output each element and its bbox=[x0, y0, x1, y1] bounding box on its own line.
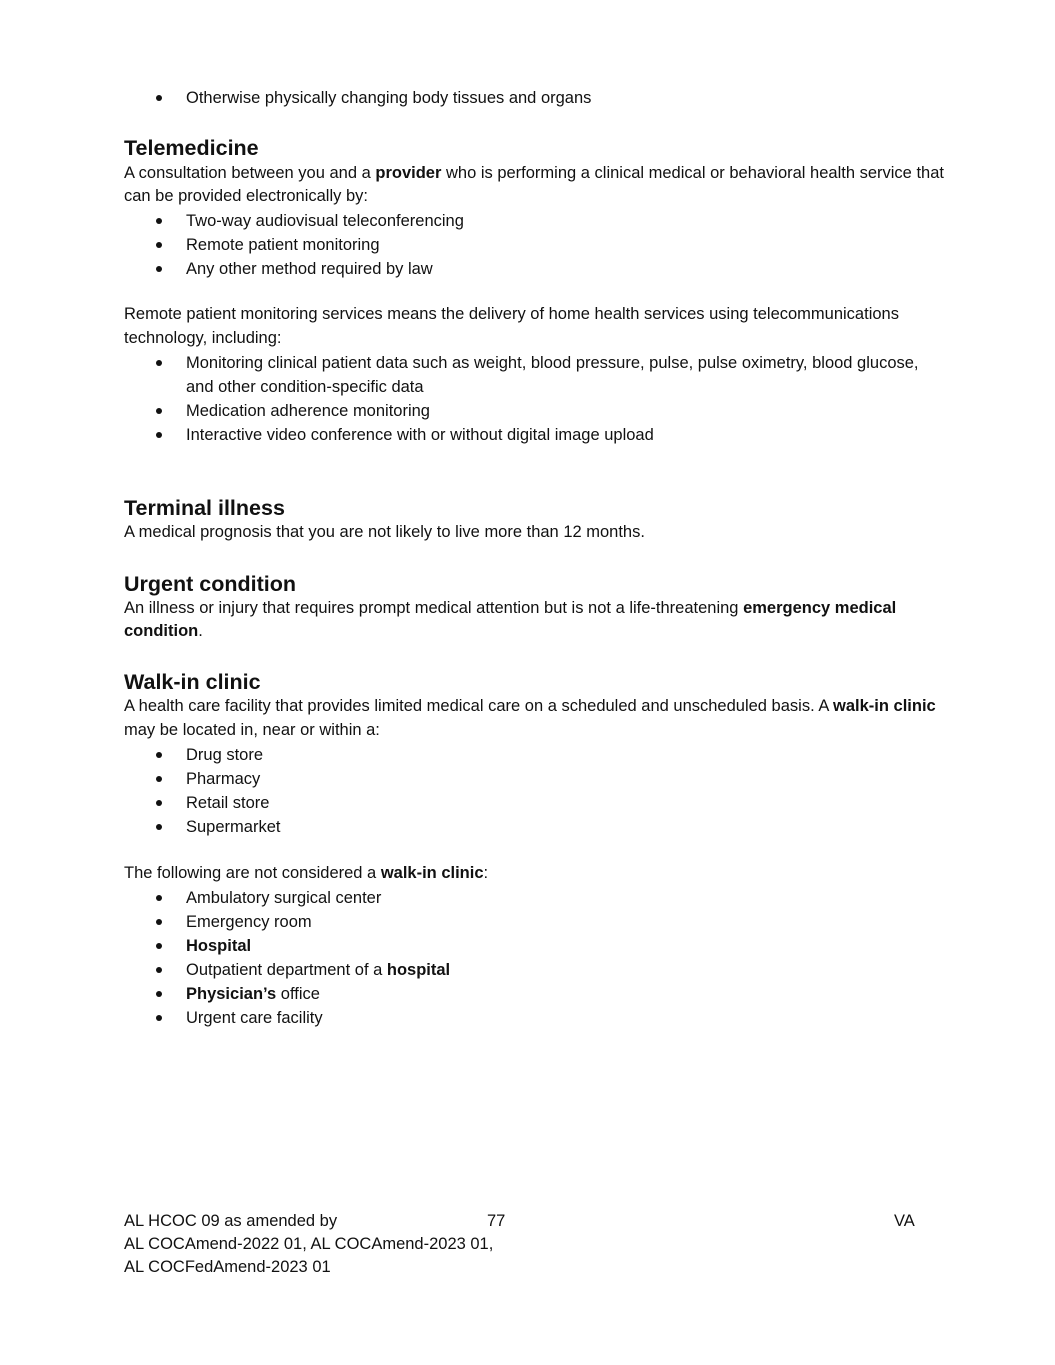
bullet-icon bbox=[156, 895, 162, 901]
heading-walk-in-clinic: Walk-in clinic bbox=[124, 670, 261, 694]
rpm-definition-line2: technology, including: bbox=[124, 329, 282, 347]
list-item: Drug store bbox=[124, 743, 280, 767]
telemedicine-methods-list bbox=[124, 209, 464, 281]
list-item: Interactive video conference with or without digital image upload bbox=[124, 423, 919, 447]
rpm-services-list bbox=[124, 351, 919, 447]
bullet-icon bbox=[156, 360, 162, 366]
bullet-icon bbox=[156, 800, 162, 806]
footer-document-id-line3: AL COCFedAmend-2023 01 bbox=[124, 1258, 331, 1276]
telemedicine-intro-line1: A consultation between you and a provider who is performing a clinical medical or behavioral health service that bbox=[124, 164, 944, 182]
list-item: Hospital bbox=[124, 934, 450, 958]
walkin-exclusions-intro: The following are not considered a walk-in clinic: bbox=[124, 864, 489, 882]
telemedicine-intro-line2: can be provided electronically by: bbox=[124, 187, 368, 205]
list-item: Monitoring clinical patient data such as weight, blood pressure, pulse, pulse oximetry, blood glucose, bbox=[124, 351, 919, 375]
list-item: Pharmacy bbox=[124, 767, 280, 791]
bullet-icon bbox=[156, 432, 162, 438]
bullet-icon bbox=[156, 967, 162, 973]
list-item: Any other method required by law bbox=[124, 257, 464, 281]
bullet-icon bbox=[156, 752, 162, 758]
bullet-icon bbox=[156, 266, 162, 272]
bullet-icon bbox=[156, 1015, 162, 1021]
terminal-illness-definition: A medical prognosis that you are not likely to live more than 12 months. bbox=[124, 523, 645, 541]
heading-telemedicine: Telemedicine bbox=[124, 136, 259, 160]
heading-urgent-condition: Urgent condition bbox=[124, 572, 296, 596]
list-item: Emergency room bbox=[124, 910, 450, 934]
urgent-definition-line1: An illness or injury that requires prompt medical attention but is not a life-threatening emergency medical bbox=[124, 599, 897, 617]
bullet-icon bbox=[156, 408, 162, 414]
bullet-icon bbox=[156, 218, 162, 224]
bullet-icon bbox=[156, 919, 162, 925]
footer-document-id-line2: AL COCAmend-2022 01, AL COCAmend-2023 01, bbox=[124, 1235, 494, 1253]
bullet-icon bbox=[156, 242, 162, 248]
list-item: Medication adherence monitoring bbox=[124, 399, 919, 423]
list-item: Remote patient monitoring bbox=[124, 233, 464, 257]
list-item-continuation: and other condition-specific data bbox=[186, 378, 424, 396]
walkin-locations-list bbox=[124, 743, 280, 839]
bullet-icon bbox=[156, 991, 162, 997]
list-item: Ambulatory surgical center bbox=[124, 886, 450, 910]
list-item: Otherwise physically changing body tissues and organs bbox=[124, 86, 591, 110]
list-item: Urgent care facility bbox=[124, 1006, 450, 1030]
list-item: Outpatient department of a hospital bbox=[124, 958, 450, 982]
bullet-icon bbox=[156, 943, 162, 949]
top-bullet-list bbox=[124, 86, 591, 110]
walkin-exclusions-list bbox=[124, 886, 450, 1030]
bullet-icon bbox=[156, 776, 162, 782]
bullet-icon bbox=[156, 95, 162, 101]
walkin-definition-line1: A health care facility that provides limited medical care on a scheduled and unscheduled basis. A walk-in clinic bbox=[124, 697, 936, 715]
list-item: Two-way audiovisual teleconferencing bbox=[124, 209, 464, 233]
list-item: Retail store bbox=[124, 791, 280, 815]
rpm-definition-line1: Remote patient monitoring services means the delivery of home health services using telecommunications bbox=[124, 305, 899, 323]
heading-terminal-illness: Terminal illness bbox=[124, 496, 285, 520]
urgent-definition-line2: condition. bbox=[124, 622, 203, 640]
list-item: Supermarket bbox=[124, 815, 280, 839]
list-item: Physician’s office bbox=[124, 982, 450, 1006]
footer-state-code: VA bbox=[894, 1212, 915, 1230]
bullet-icon bbox=[156, 824, 162, 830]
footer-document-id-line1: AL HCOC 09 as amended by bbox=[124, 1212, 338, 1230]
walkin-definition-line2: may be located in, near or within a: bbox=[124, 721, 380, 739]
page-number: 77 bbox=[487, 1212, 506, 1230]
